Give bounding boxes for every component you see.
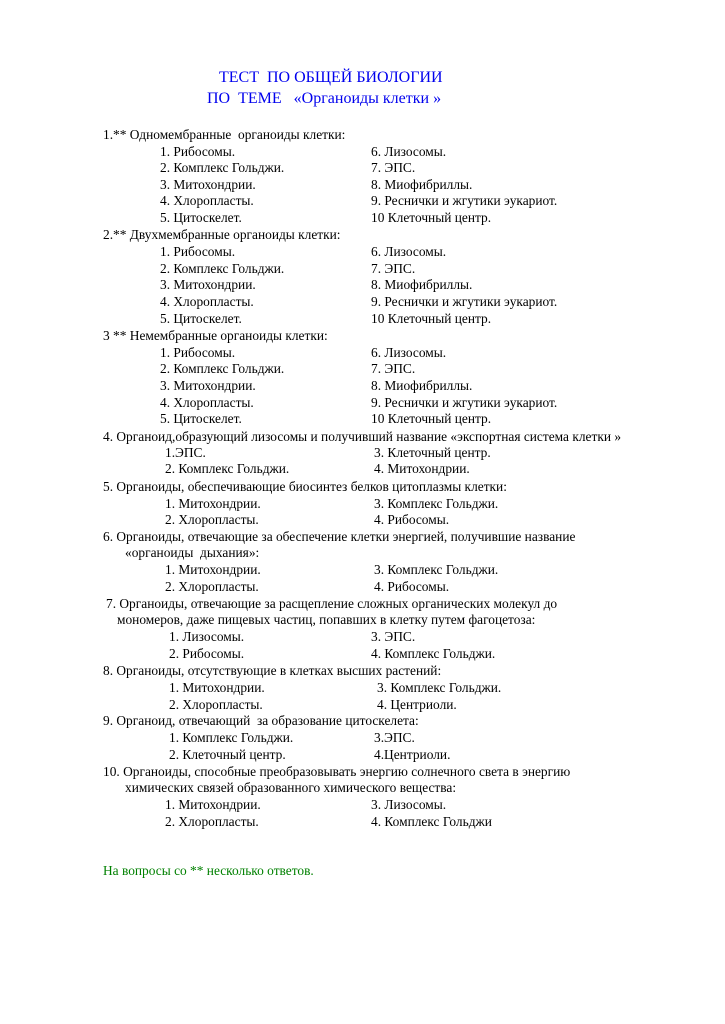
answer-option: 2. Клеточный центр. <box>169 747 286 762</box>
answer-option: 2. Комплекс Гольджи. <box>160 361 285 376</box>
answer-option: 4. Центриоли. <box>377 697 457 712</box>
answer-option: 1. Митохондрии. <box>169 680 265 695</box>
question-text: 4. Органоид,образующий лизосомы и получивший название «экспортная система клетки » <box>103 429 622 444</box>
answer-option: 1. Комплекс Гольджи. <box>169 730 294 745</box>
answer-option: 4. Комплекс Гольджи <box>371 814 492 829</box>
answer-option: 2. Хлоропласты. <box>169 697 263 712</box>
answer-option: 9. Реснички и жгутики эукариот. <box>371 193 558 208</box>
answer-option: 1.ЭПС. <box>165 445 206 460</box>
answer-option: 3.ЭПС. <box>374 730 415 745</box>
answer-option: 3. Митохондрии. <box>160 378 256 393</box>
answer-option: 9. Реснички и жгутики эукариот. <box>371 294 558 309</box>
question-text-continued: мономеров, даже пищевых частиц, попавших в клетку путем фагоцетоза: <box>117 612 536 627</box>
answer-option: 1. Рибосомы. <box>160 345 236 360</box>
question-text: 10. Органоиды, способные преобразовывать энергию солнечного света в энергию <box>103 764 571 779</box>
answer-option: 1. Митохондрии. <box>165 797 261 812</box>
answer-option: 3. Комплекс Гольджи. <box>374 496 499 511</box>
answer-option: 4. Хлоропласты. <box>160 294 254 309</box>
question-text: 6. Органоиды, отвечающие за обеспечение клетки энергией, получившие название <box>103 529 576 544</box>
answer-option: 2. Комплекс Гольджи. <box>165 461 290 476</box>
answer-option: 2. Комплекс Гольджи. <box>160 261 285 276</box>
question-text: 8. Органоиды, отсутствующие в клетках высших растений: <box>103 663 442 678</box>
question-text: 9. Органоид, отвечающий за образование цитоскелета: <box>103 713 419 728</box>
answer-option: 5. Цитоскелет. <box>160 411 242 426</box>
answer-option: 10 Клеточный центр. <box>371 411 492 426</box>
question-text: 7. Органоиды, отвечающие за расщепление сложных органических молекул до <box>106 596 558 611</box>
answer-option: 3. Митохондрии. <box>160 277 256 292</box>
answer-option: 7. ЭПС. <box>371 160 416 175</box>
answer-option: 4. Комплекс Гольджи. <box>371 646 496 661</box>
answer-option: 4. Рибосомы. <box>374 579 450 594</box>
answer-option: 3. Митохондрии. <box>160 177 256 192</box>
question-text: 3 ** Немембранные органоиды клетки: <box>103 328 328 343</box>
document-subtitle: ПО ТЕМЕ «Органоиды клетки » <box>207 90 442 107</box>
footnote: На вопросы со ** несколько ответов. <box>103 863 314 878</box>
answer-option: 3. Лизосомы. <box>371 797 447 812</box>
answer-option: 1. Лизосомы. <box>169 629 245 644</box>
answer-option: 6. Лизосомы. <box>371 244 447 259</box>
answer-option: 4. Митохондрии. <box>374 461 470 476</box>
answer-option: 1. Митохондрии. <box>165 562 261 577</box>
answer-option: 1. Митохондрии. <box>165 496 261 511</box>
question-text: 5. Органоиды, обеспечивающие биосинтез белков цитоплазмы клетки: <box>103 479 507 494</box>
answer-option: 4. Хлоропласты. <box>160 193 254 208</box>
answer-option: 6. Лизосомы. <box>371 345 447 360</box>
answer-option: 7. ЭПС. <box>371 361 416 376</box>
answer-option: 2. Рибосомы. <box>169 646 245 661</box>
answer-option: 8. Миофибриллы. <box>371 378 473 393</box>
answer-option: 10 Клеточный центр. <box>371 210 492 225</box>
answer-option: 2. Хлоропласты. <box>165 579 259 594</box>
document-title: ТЕСТ ПО ОБЩЕЙ БИОЛОГИИ <box>219 69 443 86</box>
answer-option: 1. Рибосомы. <box>160 144 236 159</box>
answer-option: 6. Лизосомы. <box>371 144 447 159</box>
answer-option: 7. ЭПС. <box>371 261 416 276</box>
answer-option: 2. Комплекс Гольджи. <box>160 160 285 175</box>
answer-option: 8. Миофибриллы. <box>371 277 473 292</box>
answer-option: 3. Комплекс Гольджи. <box>374 562 499 577</box>
question-text: 2.** Двухмембранные органоиды клетки: <box>103 227 341 242</box>
answer-option: 8. Миофибриллы. <box>371 177 473 192</box>
answer-option: 3. Клеточный центр. <box>374 445 491 460</box>
answer-option: 10 Клеточный центр. <box>371 311 492 326</box>
answer-option: 5. Цитоскелет. <box>160 210 242 225</box>
answer-option: 3. ЭПС. <box>371 629 416 644</box>
answer-option: 2. Хлоропласты. <box>165 814 259 829</box>
answer-option: 9. Реснички и жгутики эукариот. <box>371 395 558 410</box>
answer-option: 5. Цитоскелет. <box>160 311 242 326</box>
answer-option: 3. Комплекс Гольджи. <box>377 680 502 695</box>
question-text-continued: «органоиды дыхания»: <box>125 545 260 560</box>
question-text: 1.** Одномембранные органоиды клетки: <box>103 127 346 142</box>
answer-option: 4. Хлоропласты. <box>160 395 254 410</box>
answer-option: 4.Центриоли. <box>374 747 451 762</box>
answer-option: 2. Хлоропласты. <box>165 512 259 527</box>
question-text-continued: химических связей образованного химического вещества: <box>125 780 457 795</box>
answer-option: 1. Рибосомы. <box>160 244 236 259</box>
answer-option: 4. Рибосомы. <box>374 512 450 527</box>
